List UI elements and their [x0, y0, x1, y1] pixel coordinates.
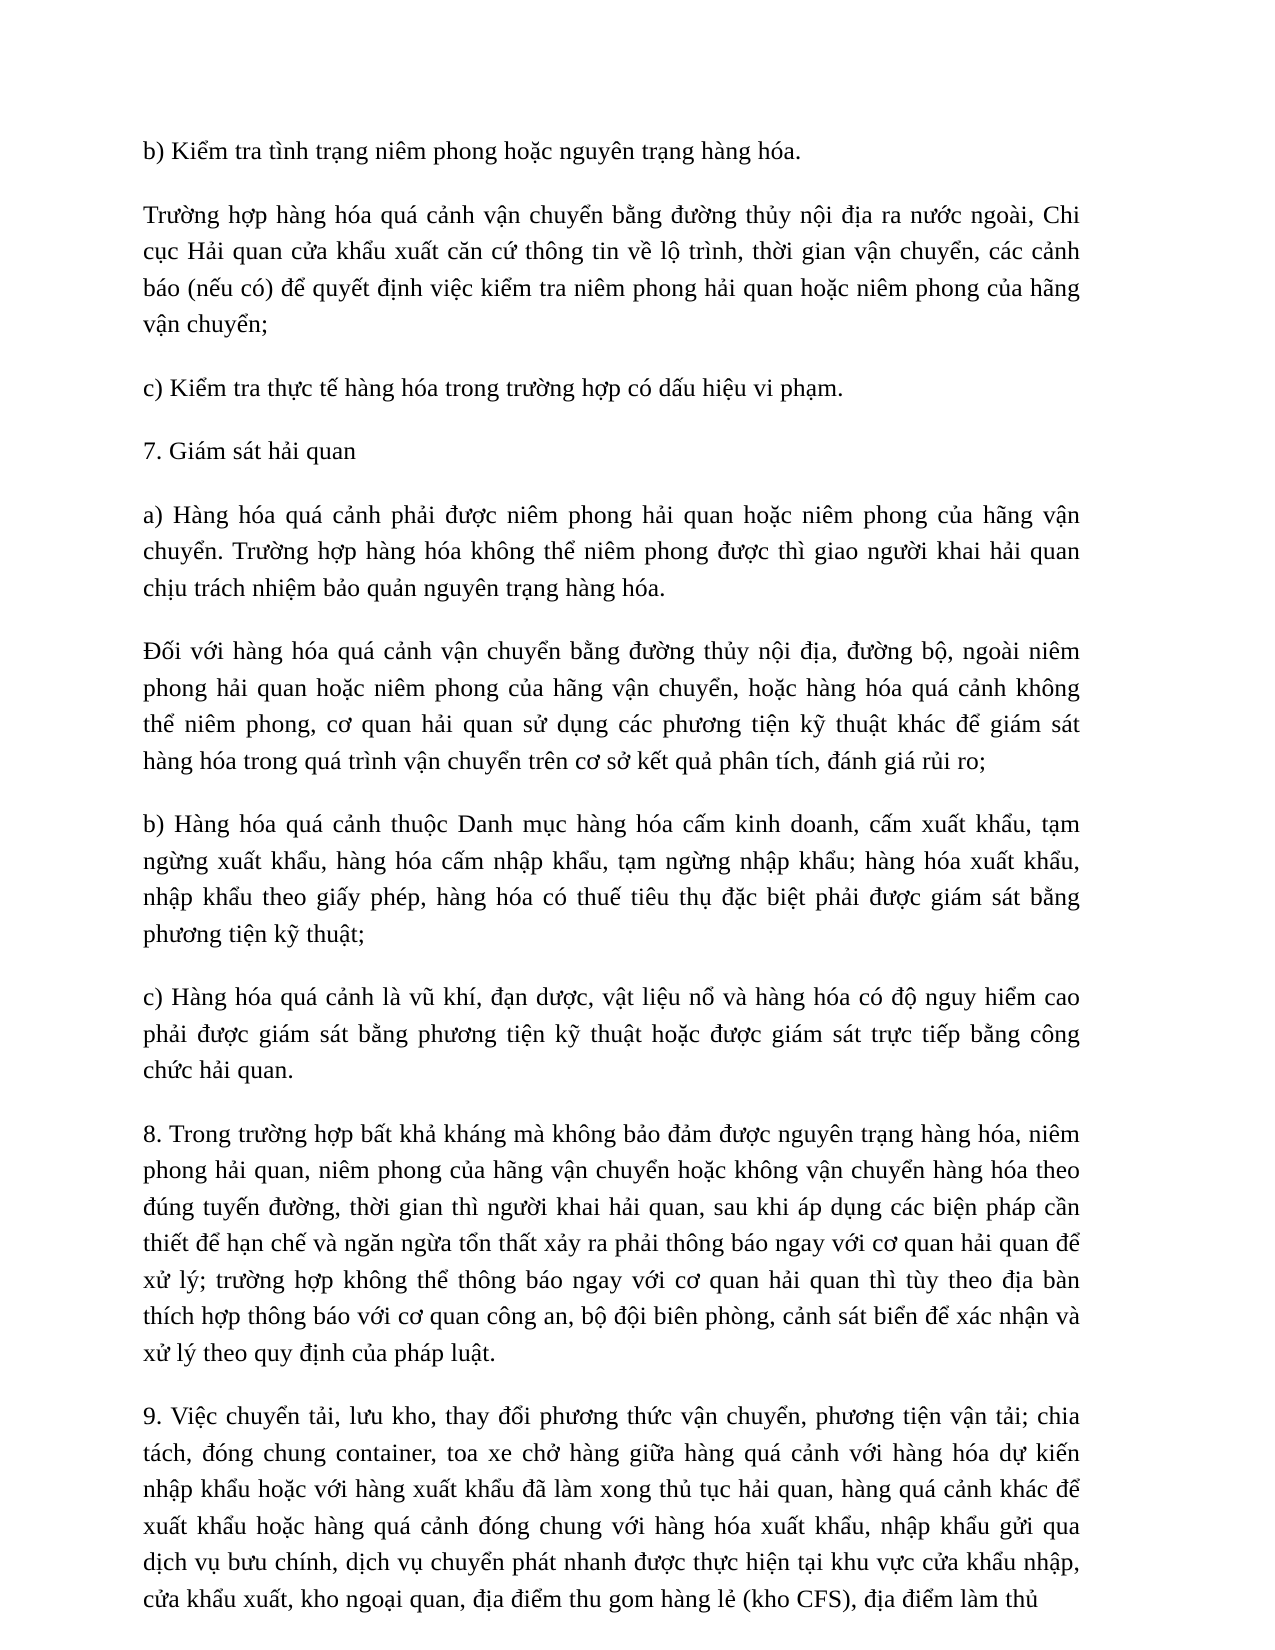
paragraph-truong-hop-qua-canh-duong-thuy: Trường hợp hàng hóa quá cảnh vận chuyển bằng đường thủy nội địa ra nước ngoài, Chi cục Hải quan cửa khẩu xuất căn cứ thông tin về lộ trình, thời gian vận chuyển, các cảnh báo (nếu có) để quyết định việc kiểm tra niêm phong hải quan hoặc niêm phong của hãng vận chuyển; [143, 199, 1080, 338]
document-body [143, 133, 1080, 1617]
paragraph-c-vu-khi-dan-duoc: c) Hàng hóa quá cảnh là vũ khí, đạn dược, vật liệu nổ và hàng hóa có độ nguy hiểm cao phải được giám sát bằng phương tiện kỹ thuật hoặc được giám sát trực tiếp bằng công chức hải quan. [143, 982, 1080, 1084]
paragraph-b-kiem-tra-niem-phong: b) Kiểm tra tình trạng niêm phong hoặc nguyên trạng hàng hóa. [143, 136, 802, 165]
paragraph-b-danh-muc-cam-kinh-doanh: b) Hàng hóa quá cảnh thuộc Danh mục hàng hóa cấm kinh doanh, cấm xuất khẩu, tạm ngừng xuất khẩu, hàng hóa cấm nhập khẩu, tạm ngừng nhập khẩu; hàng hóa xuất khẩu, nhập khẩu theo giấy phép, hàng hóa có thuế tiêu thụ đặc biệt phải được giám sát bằng phương tiện kỹ thuật; [143, 809, 1080, 948]
paragraph-a-hang-hoa-qua-canh-niem-phong: a) Hàng hóa quá cảnh phải được niêm phong hải quan hoặc niêm phong của hãng vận chuyển. Trường hợp hàng hóa không thể niêm phong được thì giao người khai hải quan chịu trách nhiệm bảo quản nguyên trạng hàng hóa. [143, 499, 1080, 602]
section-heading-7-giam-sat-hai-quan: 7. Giám sát hải quan [143, 436, 357, 465]
paragraph-doi-voi-hang-hoa-duong-thuy-duong-bo: Đối với hàng hóa quá cảnh vận chuyển bằng đường thủy nội địa, đường bộ, ngoài niêm phong hải quan hoặc niêm phong của hãng vận chuyển, hoặc hàng hóa quá cảnh không thể niêm phong, cơ quan hải quan sử dụng các phương tiện kỹ thuật khác để giám sát hàng hóa trong quá trình vận chuyển trên cơ sở kết quả phân tích, đánh giá rủi ro; [143, 636, 1080, 775]
paragraph-c-kiem-tra-thuc-te: c) Kiểm tra thực tế hàng hóa trong trường hợp có dấu hiệu vi phạm. [143, 372, 844, 402]
paragraph-8-bat-kha-khang: 8. Trong trường hợp bất khả kháng mà không bảo đảm được nguyên trạng hàng hóa, niêm phong hải quan, niêm phong của hãng vận chuyển hoặc không vận chuyển hàng hóa theo đúng tuyến đường, thời gian thì người khai hải quan, sau khi áp dụng các biện pháp cần thiết để hạn chế và ngăn ngừa tổn thất xảy ra phải thông báo ngay với cơ quan hải quan để xử lý; trường hợp không thể thông báo ngay với cơ quan hải quan thì tùy theo địa bàn thích hợp thông báo với cơ quan công an, bộ đội biên phòng, cảnh sát biển để xác nhận và xử lý theo quy định của pháp luật. [143, 1118, 1080, 1367]
paragraph-9-chuyen-tai-luu-kho: 9. Việc chuyển tải, lưu kho, thay đổi phương thức vận chuyển, phương tiện vận tải; chia tách, đóng chung container, toa xe chở hàng giữa hàng quá cảnh với hàng hóa dự kiến nhập khẩu hoặc với hàng xuất khẩu đã làm xong thủ tục hải quan, hàng quá cảnh khác để xuất khẩu hoặc hàng quá cảnh đóng chung với hàng hóa xuất khẩu, nhập khẩu gửi qua dịch vụ bưu chính, dịch vụ chuyển phát nhanh được thực hiện tại khu vực cửa khẩu nhập, cửa khẩu xuất, kho ngoại quan, địa điểm thu gom hàng lẻ (kho CFS), địa điểm làm thủ [143, 1401, 1080, 1613]
